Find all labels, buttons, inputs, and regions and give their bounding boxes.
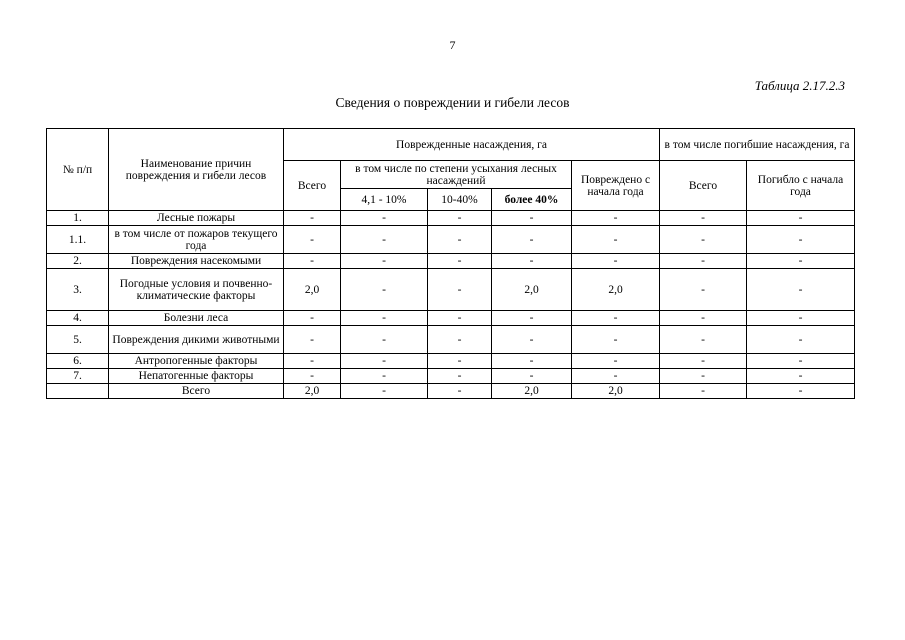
row-value: - [572, 311, 660, 326]
row-value: 2,0 [492, 269, 572, 311]
table-row [47, 311, 855, 326]
row-value: 2,0 [284, 269, 341, 311]
row-value: - [341, 384, 428, 399]
header-dead-group: в том числе погибшие насаждения, га [660, 129, 855, 161]
table-row [47, 369, 855, 384]
table-row [47, 211, 855, 226]
header-dead-since-start: Погибло с начала года [747, 161, 855, 211]
row-value: - [284, 311, 341, 326]
row-value: - [341, 254, 428, 269]
row-name: Повреждения насекомыми [109, 254, 284, 269]
table-row [47, 226, 855, 254]
row-value: - [660, 354, 747, 369]
row-value: - [572, 226, 660, 254]
row-value: - [747, 326, 855, 354]
row-value: - [428, 211, 492, 226]
row-name: Лесные пожары [109, 211, 284, 226]
row-value: - [660, 369, 747, 384]
row-value: 2,0 [572, 384, 660, 399]
row-value: - [660, 311, 747, 326]
row-value: - [747, 269, 855, 311]
row-value: - [428, 311, 492, 326]
row-value: - [747, 311, 855, 326]
header-total: Всего [284, 161, 341, 211]
row-number: 1.1. [47, 226, 109, 254]
row-number: 4. [47, 311, 109, 326]
row-value: - [747, 384, 855, 399]
table-title: Сведения о повреждении и гибели лесов [335, 95, 570, 110]
row-name: Антропогенные факторы [109, 354, 284, 369]
row-value: - [492, 311, 572, 326]
row-value: - [341, 354, 428, 369]
row-value: - [341, 369, 428, 384]
row-number [47, 384, 109, 399]
row-value: - [492, 369, 572, 384]
row-value: - [428, 384, 492, 399]
header-degree-2: 10-40% [428, 189, 492, 211]
row-value: - [284, 254, 341, 269]
header-since-start: Повреждено с начала года [572, 161, 660, 211]
damage-table [46, 128, 855, 399]
row-value: - [747, 254, 855, 269]
page-number: 7 [449, 38, 456, 52]
row-value: - [660, 326, 747, 354]
header-degree-3: более 40% [492, 189, 572, 211]
header-dead-total: Всего [660, 161, 747, 211]
row-value: - [428, 354, 492, 369]
row-value: - [428, 326, 492, 354]
header-degree-1: 4,1 - 10% [341, 189, 428, 211]
row-value: - [284, 226, 341, 254]
table-row [47, 384, 855, 399]
row-value: - [747, 369, 855, 384]
row-value: - [572, 326, 660, 354]
row-value: - [284, 326, 341, 354]
row-value: - [341, 211, 428, 226]
header-name: Наименование причин повреждения и гибели лесов [109, 129, 284, 211]
row-number: 6. [47, 354, 109, 369]
row-number: 2. [47, 254, 109, 269]
row-value: 2,0 [284, 384, 341, 399]
row-number: 3. [47, 269, 109, 311]
row-value: - [341, 326, 428, 354]
row-name: Погодные условия и почвенно-климатические факторы [109, 269, 284, 311]
row-value: - [660, 384, 747, 399]
row-name: Повреждения дикими животными [109, 326, 284, 354]
row-value: - [428, 226, 492, 254]
row-value: - [428, 254, 492, 269]
row-value: - [660, 211, 747, 226]
row-value: - [284, 211, 341, 226]
row-value: 2,0 [572, 269, 660, 311]
row-value: - [572, 369, 660, 384]
row-value: - [747, 211, 855, 226]
table-number: Таблица 2.17.2.3 [754, 78, 845, 93]
row-value: - [747, 226, 855, 254]
row-number: 1. [47, 211, 109, 226]
row-value: - [660, 226, 747, 254]
row-value: - [492, 211, 572, 226]
row-value: - [341, 226, 428, 254]
header-num: № п/п [47, 129, 109, 211]
header-by-degree: в том числе по степени усыхания лесных насаждений [341, 161, 572, 189]
row-value: - [660, 269, 747, 311]
row-value: - [492, 254, 572, 269]
header-damaged-group: Поврежденные насаждения, га [284, 129, 660, 161]
table-row [47, 269, 855, 311]
row-value: - [572, 354, 660, 369]
table-row [47, 354, 855, 369]
row-value: - [284, 354, 341, 369]
row-name: Непатогенные факторы [109, 369, 284, 384]
row-number: 7. [47, 369, 109, 384]
row-value: - [572, 254, 660, 269]
row-value: - [428, 269, 492, 311]
row-name: в том числе от пожаров текущего года [109, 226, 284, 254]
row-value: - [492, 354, 572, 369]
row-value: - [492, 326, 572, 354]
row-value: - [660, 254, 747, 269]
row-value: - [341, 311, 428, 326]
row-value: - [572, 211, 660, 226]
row-name: Всего [109, 384, 284, 399]
row-name: Болезни леса [109, 311, 284, 326]
table-row [47, 326, 855, 354]
row-value: - [747, 354, 855, 369]
row-value: - [492, 226, 572, 254]
table-row [47, 254, 855, 269]
row-value: - [428, 369, 492, 384]
row-value: - [284, 369, 341, 384]
table-body [47, 211, 855, 399]
row-value: 2,0 [492, 384, 572, 399]
row-value: - [341, 269, 428, 311]
row-number: 5. [47, 326, 109, 354]
